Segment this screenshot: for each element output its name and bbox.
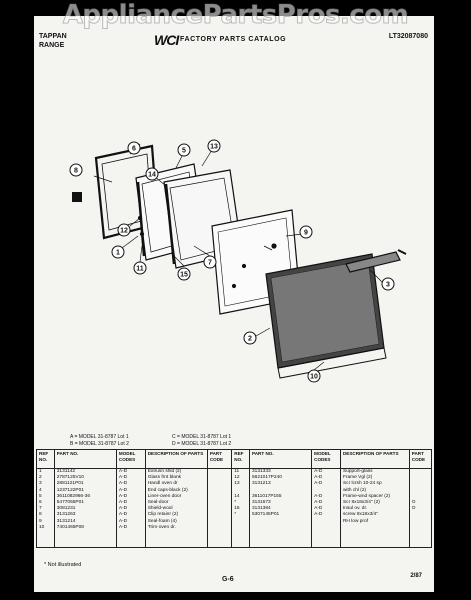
model-c: C = MODEL 31-8787 Lot 1 [172, 434, 232, 440]
ref-cell: 15 [232, 506, 250, 512]
catalog-code: LT32087080 [388, 33, 428, 40]
callout-15 [178, 268, 190, 280]
svg-text:9: 9 [304, 229, 308, 237]
description-cell: Liner-oven door [145, 494, 207, 500]
part-no-cell: 5621017P240 [250, 475, 312, 481]
catalog-sheet [34, 16, 434, 592]
callout-9 [300, 226, 312, 238]
model-codes-cell: A-D [312, 475, 341, 481]
exploded-door-diagram [34, 106, 434, 426]
ref-cell [232, 525, 250, 548]
brand-line-1: TAPPAN [39, 33, 67, 40]
header-part-code: PART CODE [409, 450, 431, 469]
header-ref: REF NO. [37, 450, 55, 469]
description-cell: Handl oven dr [145, 481, 207, 487]
catalog-title: FACTORY PARTS CATALOG [180, 36, 287, 43]
model-codes-cell: A-D [116, 469, 145, 476]
table-header-row [37, 450, 432, 469]
brand-block [39, 32, 67, 50]
part-no-cell: 3131384 [250, 506, 312, 512]
watermark: AppliancePartsPros.com [62, 0, 409, 30]
footnote: * Not illustrated [44, 562, 82, 568]
description-cell: Glass frnt blank [145, 475, 207, 481]
part-no-cell: 3081231 [54, 506, 116, 512]
callout-13 [208, 140, 220, 152]
description-cell: Insul ov. dr. [340, 506, 409, 512]
description-cell: Support-glass [340, 469, 409, 476]
part-no-cell: 1237122P01 [54, 488, 116, 494]
ref-cell: 13 [232, 481, 250, 487]
table-row [37, 525, 432, 548]
part-no-cell: 7401465P08 [54, 525, 116, 548]
description-cell [340, 525, 409, 548]
description-cell: screw 8x18x3/4" [340, 512, 409, 518]
description-cell: RH low prof [340, 519, 409, 525]
ref-cell: * [232, 512, 250, 518]
ref-cell: 12 [232, 475, 250, 481]
svg-text:6: 6 [132, 145, 136, 153]
model-legend-right [172, 434, 231, 448]
ref-cell: 2 [37, 475, 55, 481]
header-ref: REF NO. [232, 450, 250, 469]
model-a: A = MODEL 31-8787 Lot 1 [70, 434, 129, 440]
part-no-cell: 2881121P01 [54, 481, 116, 487]
callout-11 [134, 262, 146, 274]
model-codes-cell: A-D [116, 488, 145, 494]
callout-1 [112, 246, 124, 258]
header-part-code: PART CODE [207, 450, 231, 469]
model-codes-cell: A-D [116, 500, 145, 506]
ref-cell: 10 [37, 525, 55, 548]
description-cell: Scr lcrsh 10-24 sp [340, 481, 409, 487]
description-cell: Seal-door [145, 500, 207, 506]
part-no-cell: 3131673 [250, 500, 312, 506]
model-codes-cell: A-D [312, 500, 341, 506]
model-codes-cell: A-D [312, 494, 341, 500]
svg-text:13: 13 [210, 143, 218, 151]
model-b: B = MODEL 31-8787 Lot 2 [70, 441, 129, 447]
part-no-cell: 5477065P01 [54, 500, 116, 506]
svg-text:7: 7 [208, 259, 212, 267]
model-codes-cell: A-D [312, 506, 341, 512]
part-no-cell: 3131214 [54, 519, 116, 525]
model-codes-cell: A-D [116, 506, 145, 512]
part-no-cell: 3131333 [250, 469, 312, 476]
callout-8 [70, 164, 82, 176]
ref-cell: * [232, 500, 250, 506]
callout-2 [244, 332, 256, 344]
description-cell: Frame-wnd spacer (2) [340, 494, 409, 500]
header-part-no: PART NO. [250, 450, 312, 469]
ref-cell: 14 [232, 494, 250, 500]
svg-text:1: 1 [116, 249, 120, 257]
callout-6 [128, 142, 140, 154]
ref-cell: 4 [37, 488, 55, 494]
model-codes-cell: A-D [116, 475, 145, 481]
ref-cell: 3 [37, 481, 55, 487]
svg-text:11: 11 [136, 265, 144, 273]
part-code-cell [207, 469, 231, 476]
parts-table [36, 449, 432, 548]
svg-text:10: 10 [310, 373, 318, 381]
model-codes-cell: A-D [116, 481, 145, 487]
callout-14 [146, 168, 158, 180]
ref-cell: 6 [37, 500, 55, 506]
description-cell: Scr 8x18x3/4" (2) [340, 500, 409, 506]
part-no-cell: 3131213 [250, 481, 312, 487]
header-part-no: PART NO. [54, 450, 116, 469]
description-cell: Clip retainr (2) [145, 512, 207, 518]
header-description: DESCRIPTION OF PARTS [145, 450, 207, 469]
callout-10 [308, 370, 320, 382]
clip-part [72, 192, 82, 202]
wci-logo: WCI [154, 32, 179, 48]
part-code-cell: O [409, 506, 431, 512]
model-d: D = MODEL 31-8787 Lot 2 [172, 441, 232, 447]
part-no-cell: 3611082966-36 [54, 494, 116, 500]
svg-text:14: 14 [148, 171, 156, 179]
part-code-cell [409, 469, 431, 476]
callout-3 [382, 278, 394, 290]
part-no-cell: 5307145P01 [250, 512, 312, 518]
description-cell: Frame Vgl (2) [340, 475, 409, 481]
model-codes-cell: A-D [312, 512, 341, 518]
model-codes-cell: A-D [116, 494, 145, 500]
description-cell: Trim-oven dr. [145, 525, 207, 548]
svg-text:2: 2 [248, 335, 252, 343]
svg-text:3: 3 [386, 281, 390, 289]
description-cell: Shield-wool [145, 506, 207, 512]
ref-cell: 11 [232, 469, 250, 476]
header-description: DESCRIPTION OF PARTS [340, 450, 409, 469]
part-no-cell: 3611017P155 [250, 494, 312, 500]
brand-line-2: RANGE [39, 42, 65, 49]
part-no-cell: 3131263 [54, 512, 116, 518]
description-cell: with chl (2) [340, 488, 409, 494]
description-cell: End caps-black (2) [145, 488, 207, 494]
model-codes-cell: A-D [116, 519, 145, 525]
header-model-codes: MODEL CODES [116, 450, 145, 469]
ref-cell: 9 [37, 519, 55, 525]
ref-cell: 1 [37, 469, 55, 476]
page-number: G-6 [222, 576, 234, 583]
part-code-cell [207, 525, 231, 548]
svg-text:12: 12 [120, 227, 128, 235]
description-cell: Extrusn shld (2) [145, 469, 207, 476]
callout-12 [118, 224, 130, 236]
svg-text:8: 8 [74, 167, 78, 175]
description-cell: Seal-foam (4) [145, 519, 207, 525]
part-no-cell: 2787125V10 [54, 475, 116, 481]
model-codes-cell: A-D [116, 512, 145, 518]
part-code-cell: O [409, 500, 431, 506]
part-code-cell [409, 525, 431, 548]
svg-text:5: 5 [182, 147, 186, 155]
model-codes-cell: A-D [116, 525, 145, 548]
catalog-date: 2/87 [410, 573, 422, 579]
part-no-cell [250, 525, 312, 548]
ref-cell: 5 [37, 494, 55, 500]
model-codes-cell: A-D [312, 481, 341, 487]
model-codes-cell: A-D [312, 469, 341, 476]
header-model-codes: MODEL CODES [312, 450, 341, 469]
parts-table-body [37, 469, 432, 548]
callout-5 [178, 144, 190, 156]
callout-7 [204, 256, 216, 268]
model-codes-cell [312, 525, 341, 548]
part-no-cell: 3131142 [54, 469, 116, 476]
ref-cell: 7 [37, 506, 55, 512]
model-legend-left [70, 434, 129, 448]
ref-cell: 8 [37, 512, 55, 518]
svg-text:15: 15 [180, 271, 188, 279]
